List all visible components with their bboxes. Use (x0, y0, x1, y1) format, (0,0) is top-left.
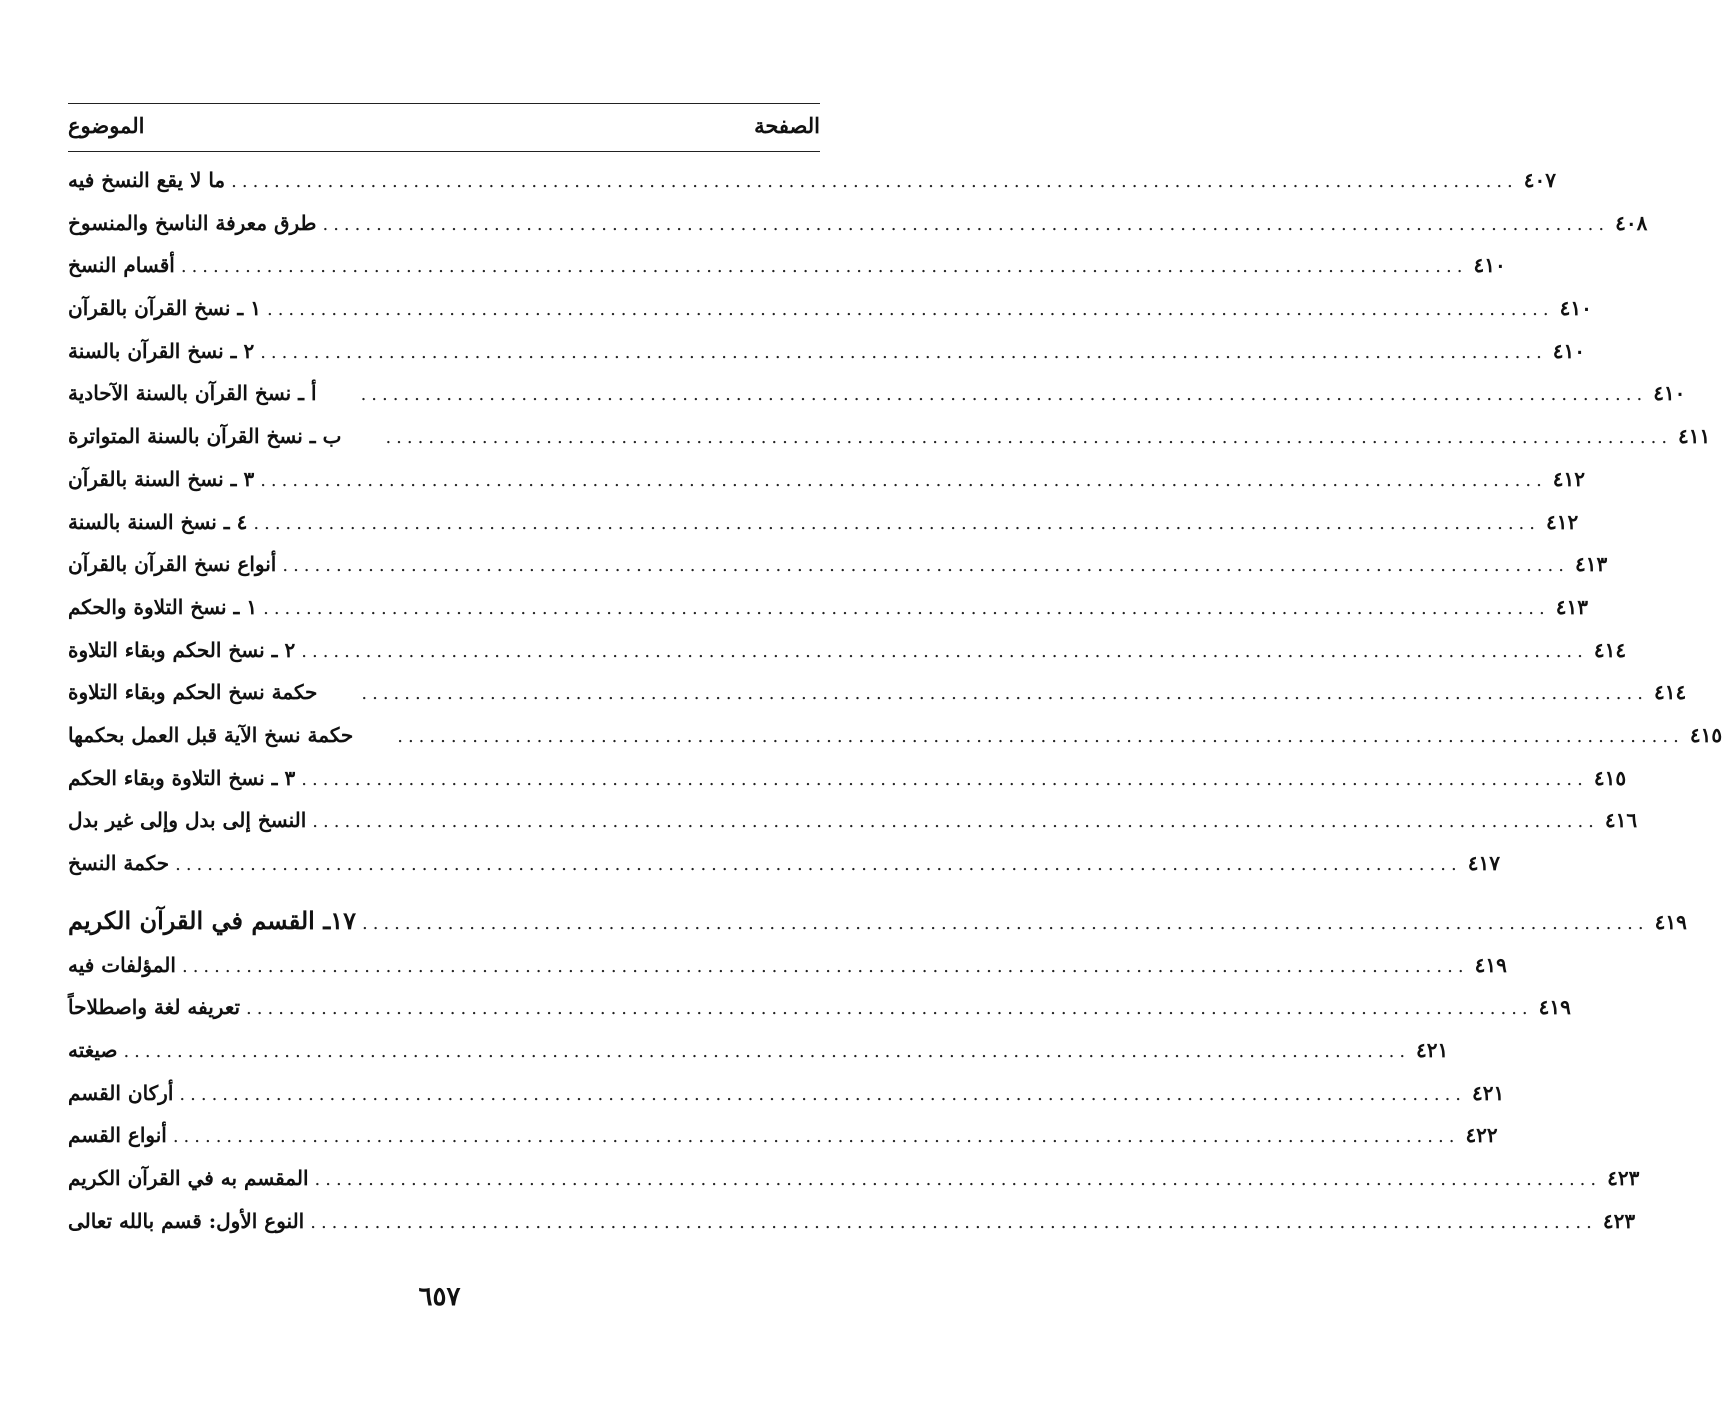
toc-chapter-heading (68, 894, 1687, 953)
toc-entry (68, 168, 1556, 211)
toc-entry (68, 851, 1500, 894)
toc-entry-page: ٤٠٧ (1523, 168, 1556, 192)
toc-entry (68, 552, 1608, 595)
toc-entry (68, 296, 1592, 339)
toc-entry-title: ما لا يقع النسخ فيه (68, 168, 226, 192)
toc-entry-title: ب ـ نسخ القرآن بالسنة المتواترة (68, 424, 342, 449)
header-bottom-rule (68, 151, 820, 152)
toc-entry-title: أ ـ نسخ القرآن بالسنة الآحادية (68, 381, 317, 406)
toc-entry-page: ٤١٩ (1474, 952, 1507, 977)
toc-entry (68, 466, 1586, 510)
toc-entry-title: ٣ ـ نسخ السنة بالقرآن (68, 466, 255, 491)
toc-entry-page: ٤١١ (1678, 424, 1711, 449)
toc-entry-page: ٤١٠ (1653, 381, 1686, 406)
toc-entry (68, 722, 1723, 766)
page-number: ٦٥٧ (418, 1282, 461, 1312)
leader-dots: ........................................................................................................................ (260, 469, 1547, 491)
toc-entry-page: ٤٢٢ (1465, 1123, 1498, 1148)
leader-dots: ........................................................................................................................ (314, 1169, 1602, 1191)
leader-dots: ........................................................................................................................ (397, 725, 1684, 747)
leader-dots: ........................................................................................................................ (301, 768, 1588, 790)
leader-dots: ........................................................................................................................ (322, 213, 1610, 235)
toc-entry-title: ١ ـ نسخ القرآن بالقرآن (68, 296, 261, 321)
toc-entry-title: ١٧ـ القسم في القرآن الكريم (68, 905, 356, 935)
toc-entry-title: حكمة النسخ (68, 851, 170, 875)
toc-entry (68, 594, 1588, 638)
toc-entry-page: ٤١٧ (1467, 851, 1500, 875)
leader-dots: ........................................................................................................................ (360, 384, 1648, 406)
toc-entry (68, 995, 1571, 1038)
toc-entry (68, 1208, 1636, 1252)
toc-entry-page: ٤١٣ (1574, 552, 1608, 577)
toc-entry-title: النسخ إلى بدل وإلى غير بدل (68, 808, 307, 833)
topic-column-label: الموضوع (68, 112, 145, 138)
toc-entry-title: المقسم به في القرآن الكريم (68, 1166, 309, 1191)
leader-dots: ........................................................................................................................ (362, 912, 1649, 934)
toc-entry-page: ٤١٢ (1552, 466, 1586, 491)
toc-entry-page: ٤٢٣ (1602, 1208, 1636, 1233)
toc-entry (68, 381, 1686, 424)
toc-entry-page: ٤١٤ (1593, 637, 1627, 662)
leader-dots: ........................................................................................................................ (260, 341, 1547, 363)
toc-entry-page: ٤١٩ (1654, 909, 1687, 934)
header-top-rule (68, 103, 820, 104)
toc-entry (68, 509, 1579, 553)
toc-entry-page: ٤٢١ (1416, 1038, 1449, 1063)
toc-entry-page: ٤١٤ (1653, 680, 1687, 705)
toc-entry (68, 210, 1648, 254)
leader-dots: ........................................................................................................................ (180, 256, 1468, 278)
toc-entry (68, 424, 1711, 467)
table-of-contents (68, 168, 1723, 1252)
toc-entry (68, 1166, 1640, 1209)
leader-dots: ........................................................................................................................ (172, 1126, 1460, 1148)
leader-dots: ........................................................................................................................ (246, 998, 1533, 1020)
leader-dots: ........................................................................................................................ (263, 597, 1550, 619)
toc-entry-title: حكمة نسخ الحكم وبقاء التلاوة (68, 680, 318, 705)
leader-dots: ........................................................................................................................ (312, 811, 1599, 833)
toc-entry-page: ٤١٣ (1555, 594, 1588, 619)
toc-entry-title: ٢ ـ نسخ الحكم وبقاء التلاوة (68, 637, 296, 662)
toc-entry (68, 952, 1507, 996)
toc-entry-title: ١ ـ نسخ التلاوة والحكم (68, 594, 258, 619)
leader-dots: ........................................................................................................................ (231, 171, 1518, 192)
leader-dots: ........................................................................................................................ (253, 512, 1540, 534)
leader-dots: ........................................................................................................................ (123, 1041, 1411, 1063)
leader-dots: ........................................................................................................................ (179, 1083, 1467, 1105)
toc-entry-title: صيغته (68, 1038, 118, 1063)
toc-entry-page: ٤٠٨ (1615, 210, 1648, 235)
toc-entry (68, 1080, 1505, 1124)
leader-dots: ........................................................................................................................ (301, 640, 1588, 662)
toc-entry-page: ٤١٢ (1546, 509, 1579, 534)
toc-entry-page: ٤١٠ (1473, 253, 1506, 278)
toc-entry (68, 765, 1627, 809)
toc-entry-title: المؤلفات فيه (68, 952, 176, 977)
leader-dots: ........................................................................................................................ (181, 955, 1469, 977)
toc-entry-title: تعريفه لغة واصطلاحاً (68, 995, 241, 1020)
leader-dots: ........................................................................................................................ (310, 1211, 1597, 1233)
toc-entry-title: أقسام النسخ (68, 253, 175, 278)
toc-entry (68, 253, 1506, 296)
toc-entry (68, 808, 1638, 851)
toc-entry-title: أنواع نسخ القرآن بالقرآن (68, 552, 277, 577)
toc-entry-title: ٣ ـ نسخ التلاوة وبقاء الحكم (68, 765, 296, 790)
toc-entry-page: ٤١٠ (1559, 296, 1592, 321)
toc-entry-page: ٤١٠ (1552, 338, 1586, 363)
toc-entry-title: ٢ ـ نسخ القرآن بالسنة (68, 338, 255, 363)
leader-dots: ........................................................................................................................ (361, 683, 1648, 705)
toc-entry-title: ٤ ـ نسخ السنة بالسنة (68, 509, 248, 534)
toc-entry (68, 1038, 1449, 1081)
toc-entry-title: النوع الأول: قسم بالله تعالى (68, 1208, 305, 1233)
toc-entry-page: ٤١٥ (1593, 765, 1627, 790)
toc-entry (68, 637, 1627, 681)
page-column-label: الصفحة (754, 112, 820, 138)
toc-entry (68, 680, 1687, 723)
leader-dots: ........................................................................................................................ (266, 299, 1554, 321)
leader-dots: ........................................................................................................................ (175, 854, 1462, 875)
toc-entry-title: طرق معرفة الناسخ والمنسوخ (68, 210, 317, 235)
toc-entry-page: ٤١٥ (1689, 722, 1723, 747)
leader-dots: ........................................................................................................................ (282, 555, 1569, 577)
toc-entry-page: ٤٢٣ (1607, 1166, 1640, 1191)
toc-entry-page: ٤١٩ (1538, 995, 1571, 1020)
toc-entry-page: ٤١٦ (1604, 808, 1638, 833)
toc-entry-title: حكمة نسخ الآية قبل العمل بحكمها (68, 722, 354, 747)
toc-entry (68, 338, 1586, 382)
leader-dots: ........................................................................................................................ (385, 427, 1673, 449)
toc-entry-page: ٤٢١ (1472, 1080, 1505, 1105)
toc-header (68, 108, 820, 142)
toc-entry-title: أركان القسم (68, 1080, 174, 1105)
toc-entry (68, 1123, 1498, 1166)
toc-entry-title: أنواع القسم (68, 1123, 167, 1148)
